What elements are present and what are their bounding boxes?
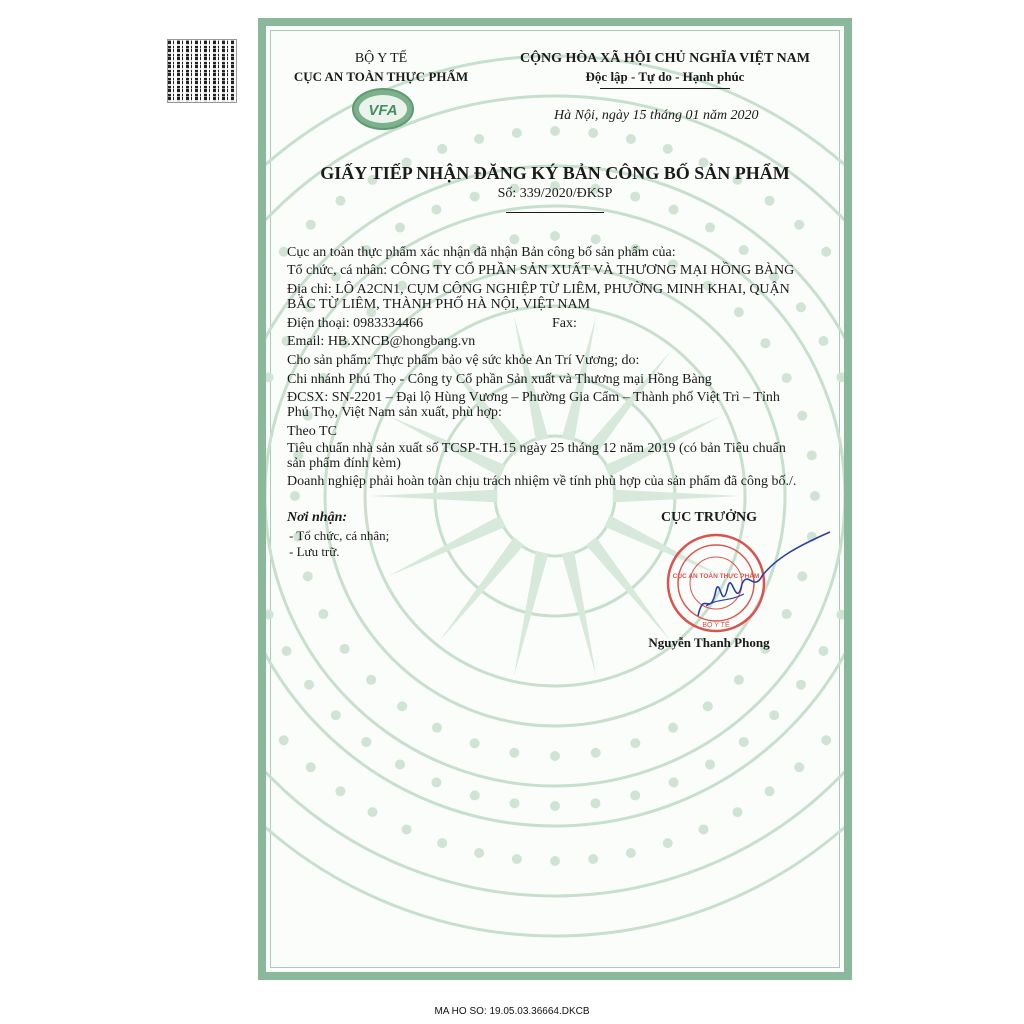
department-name: CỤC AN TOÀN THỰC PHẨM: [293, 69, 469, 84]
ministry-name: BỘ Y TẾ: [354, 51, 408, 66]
body-line: Tổ chức, cá nhân: CÔNG TY CỔ PHẦN SẢN XUẤT VÀ THƯƠNG MẠI HỒNG BÀNG: [287, 263, 795, 278]
qr-code: [168, 40, 236, 102]
body-line: Email: HB.XNCB@hongbang.vn: [287, 334, 476, 349]
body-line: Cục an toàn thực phẩm xác nhận đã nhận Bản công bố sản phẩm của:: [287, 245, 676, 260]
certificate-frame: [258, 18, 852, 980]
recipients-heading: Nơi nhận:: [287, 510, 348, 525]
vfa-logo: [350, 86, 416, 132]
vfa-logo-text: VFA: [368, 102, 398, 119]
fax-label: Fax:: [552, 316, 577, 331]
document-title: GIẤY TIẾP NHẬN ĐĂNG KÝ BẢN CÔNG BỐ SẢN PHẨM: [320, 163, 790, 183]
body-line: Cho sản phẩm: Thực phẩm bảo vệ sức khỏe An Trí Vương; do:: [287, 353, 640, 368]
body-line: Địa chỉ: LÔ A2CN1, CỤM CÔNG NGHIỆP TỪ LIÊM, PHƯỜNG MINH KHAI, QUẬN: [287, 282, 790, 297]
national-motto: Độc lập - Tự do - Hạnh phúc: [585, 69, 745, 84]
body-line: Theo TC: [287, 424, 337, 439]
body-line: sản phẩm đính kèm): [287, 456, 401, 471]
recipient-item: - Tổ chức, cá nhân;: [289, 528, 390, 543]
body-line: Phú Thọ, Việt Nam sản xuất, phù hợp:: [287, 405, 502, 420]
document-number: Số: 339/2020/ĐKSP: [497, 186, 613, 201]
body-line: ĐCSX: SN-2201 – Đại lộ Hùng Vương – Phường Gia Cẩm – Thành phố Việt Trì – Tỉnh: [287, 390, 780, 405]
body-line: BẮC TỪ LIÊM, THÀNH PHỐ HÀ NỘI, VIỆT NAM: [287, 297, 591, 312]
stamp-center-text: CỤC AN TOÀN THỰC PHẨM: [672, 573, 760, 580]
body-line: Chi nhánh Phú Thọ - Công ty Cổ phần Sản xuất và Thương mại Hồng Bàng: [287, 372, 712, 387]
official-stamp: [658, 528, 838, 638]
signer-title: CỤC TRƯỞNG: [660, 510, 758, 525]
country-name: CỘNG HÒA XÃ HỘI CHỦ NGHĨA VIỆT NAM: [519, 51, 811, 66]
motto-underline: [600, 88, 730, 89]
file-code: MA HO SO: 19.05.03.36664.DKCB: [434, 1006, 590, 1017]
body-line: Điện thoại: 0983334466: [287, 316, 424, 331]
signer-name: Nguyễn Thanh Phong: [648, 635, 770, 650]
title-underline: [506, 212, 604, 213]
body-line: Tiêu chuẩn nhà sản xuất số TCSP-TH.15 ngày 25 tháng 12 năm 2019 (có bản Tiêu chuẩn: [287, 441, 786, 456]
body-line: Doanh nghiệp phải hoàn toàn chịu trách nhiệm về tính phù hợp của sản phẩm đã công bố./.: [287, 474, 797, 489]
place-date: Hà Nội, ngày 15 tháng 01 năm 2020: [554, 108, 759, 123]
recipient-item: - Lưu trữ.: [289, 544, 340, 559]
stamp-ring-text: BỘ Y TẾ: [702, 622, 730, 629]
